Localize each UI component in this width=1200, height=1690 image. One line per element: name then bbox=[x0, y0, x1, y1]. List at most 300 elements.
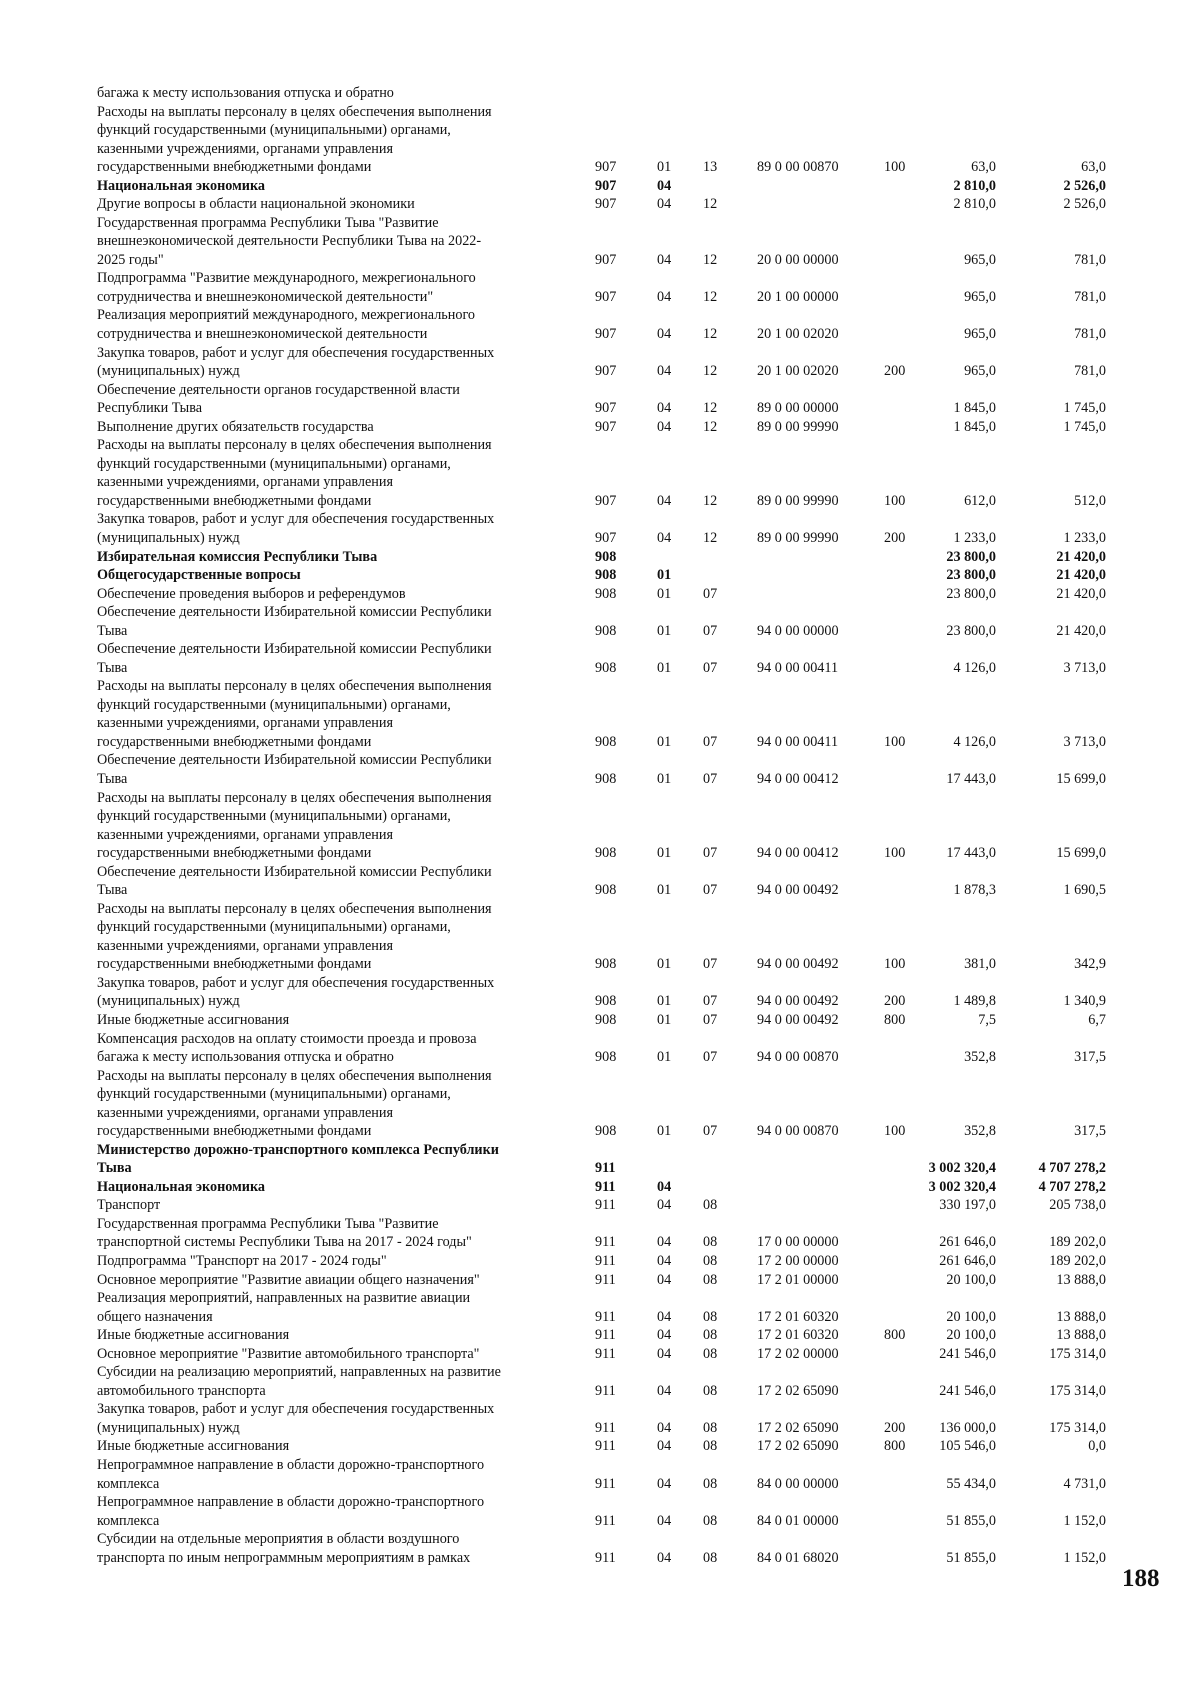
row-name: транспортной системы Республики Тыва на 2017 - 2024 годы" bbox=[97, 1234, 472, 1251]
ministry-code: 908 bbox=[595, 993, 617, 1010]
subsection-code: 08 bbox=[703, 1197, 718, 1214]
subsection-code: 12 bbox=[703, 196, 718, 213]
amount-year-2: 21 420,0 bbox=[1056, 548, 1106, 565]
target-article-code: 94 0 00 00492 bbox=[757, 993, 839, 1010]
target-article-code: 89 0 00 99990 bbox=[757, 492, 839, 509]
section-code: 04 bbox=[657, 400, 672, 417]
row-name: Закупка товаров, работ и услуг для обеспечения государственных bbox=[97, 1401, 495, 1418]
subsection-code: 08 bbox=[703, 1419, 718, 1436]
row-name: Тыва bbox=[97, 882, 128, 899]
row-name: 2025 годы" bbox=[97, 251, 164, 268]
target-article-code: 94 0 00 00870 bbox=[757, 1123, 839, 1140]
subsection-code: 12 bbox=[703, 251, 718, 268]
row-name: государственными внебюджетными фондами bbox=[97, 159, 372, 176]
amount-year-1: 965,0 bbox=[964, 288, 996, 305]
ministry-code: 908 bbox=[595, 567, 617, 584]
row-name: Расходы на выплаты персоналу в целях обеспечения выполнения bbox=[97, 678, 492, 695]
row-name: Расходы на выплаты персоналу в целях обеспечения выполнения bbox=[97, 1067, 492, 1084]
section-code: 04 bbox=[657, 1308, 672, 1325]
section-code: 04 bbox=[657, 492, 672, 509]
amount-year-1: 261 646,0 bbox=[939, 1234, 996, 1251]
ministry-code: 911 bbox=[595, 1382, 616, 1399]
subsection-code: 12 bbox=[703, 418, 718, 435]
ministry-code: 908 bbox=[595, 1012, 617, 1028]
row-name: Субсидии на реализацию мероприятий, направленных на развитие bbox=[97, 1364, 501, 1381]
row-name: казенными учреждениями, органами управления bbox=[97, 826, 394, 843]
ministry-code: 907 bbox=[595, 529, 617, 546]
section-code: 04 bbox=[657, 1438, 672, 1455]
amount-year-2: 2 526,0 bbox=[1063, 177, 1106, 194]
row-name: функций государственными (муниципальными) органами, bbox=[97, 122, 451, 139]
row-name: Подпрограмма "Развитие международного, межрегионального bbox=[97, 270, 476, 287]
row-name: Иные бюджетные ассигнования bbox=[97, 1012, 290, 1028]
amount-year-2: 13 888,0 bbox=[1056, 1308, 1106, 1325]
row-name: функций государственными (муниципальными) органами, bbox=[97, 919, 451, 936]
subsection-code: 07 bbox=[703, 733, 718, 750]
row-name: Тыва bbox=[97, 659, 128, 676]
row-name: (муниципальных) нужд bbox=[97, 529, 240, 546]
amount-year-2: 1 233,0 bbox=[1063, 529, 1106, 546]
row-name: сотрудничества и внешнеэкономической деятельности bbox=[97, 326, 428, 343]
target-article-code: 17 2 02 65090 bbox=[757, 1438, 839, 1455]
target-article-code: 89 0 00 00870 bbox=[757, 159, 839, 176]
row-name: Государственная программа Республики Тыва "Развитие bbox=[97, 1215, 439, 1232]
section-code: 04 bbox=[657, 1419, 672, 1436]
row-name: Другие вопросы в области национальной экономики bbox=[97, 196, 415, 213]
expense-type-code: 100 bbox=[884, 733, 906, 750]
amount-year-1: 241 546,0 bbox=[939, 1382, 996, 1399]
amount-year-1: 330 197,0 bbox=[939, 1197, 996, 1214]
ministry-code: 908 bbox=[595, 733, 617, 750]
amount-year-2: 512,0 bbox=[1074, 492, 1106, 509]
subsection-code: 08 bbox=[703, 1271, 718, 1288]
ministry-code: 908 bbox=[595, 585, 617, 602]
subsection-code: 07 bbox=[703, 956, 718, 973]
amount-year-2: 2 526,0 bbox=[1063, 196, 1106, 213]
target-article-code: 94 0 00 00870 bbox=[757, 1049, 839, 1066]
amount-year-2: 1 340,9 bbox=[1063, 993, 1106, 1010]
row-name: Закупка товаров, работ и услуг для обеспечения государственных bbox=[97, 344, 495, 361]
amount-year-2: 1 745,0 bbox=[1063, 418, 1106, 435]
ministry-code: 911 bbox=[595, 1512, 616, 1529]
section-code: 01 bbox=[657, 659, 672, 676]
amount-year-2: 15 699,0 bbox=[1056, 845, 1106, 862]
amount-year-1: 1 489,8 bbox=[953, 993, 996, 1010]
ministry-code: 911 bbox=[595, 1549, 616, 1566]
subsection-code: 08 bbox=[703, 1512, 718, 1529]
target-article-code: 20 1 00 00000 bbox=[757, 288, 839, 305]
target-article-code: 20 0 00 00000 bbox=[757, 251, 839, 268]
row-name: Национальная экономика bbox=[97, 1178, 266, 1195]
ministry-code: 907 bbox=[595, 251, 617, 268]
row-name: казенными учреждениями, органами управления bbox=[97, 474, 394, 491]
ministry-code: 908 bbox=[595, 882, 617, 899]
row-name: Тыва bbox=[97, 1160, 132, 1177]
ministry-code: 911 bbox=[595, 1197, 616, 1214]
row-name: Избирательная комиссия Республики Тыва bbox=[97, 548, 378, 565]
row-name: государственными внебюджетными фондами bbox=[97, 956, 372, 973]
amount-year-1: 20 100,0 bbox=[946, 1271, 996, 1288]
ministry-code: 907 bbox=[595, 177, 617, 194]
amount-year-2: 781,0 bbox=[1074, 251, 1106, 268]
row-name: общего назначения bbox=[97, 1308, 213, 1325]
ministry-code: 911 bbox=[595, 1178, 616, 1195]
target-article-code: 94 0 00 00411 bbox=[757, 659, 839, 676]
amount-year-1: 136 000,0 bbox=[939, 1419, 996, 1436]
section-code: 01 bbox=[657, 845, 672, 862]
ministry-code: 908 bbox=[595, 1049, 617, 1066]
expense-type-code: 200 bbox=[884, 1419, 906, 1436]
row-name: комплекса bbox=[97, 1475, 160, 1492]
row-name: Обеспечение проведения выборов и референдумов bbox=[97, 585, 406, 602]
amount-year-2: 175 314,0 bbox=[1049, 1345, 1106, 1362]
row-name: Обеспечение деятельности Избирательной комиссии Республики bbox=[97, 752, 492, 769]
ministry-code: 907 bbox=[595, 326, 617, 343]
target-article-code: 17 2 02 65090 bbox=[757, 1382, 839, 1399]
ministry-code: 908 bbox=[595, 845, 617, 862]
section-code: 04 bbox=[657, 1475, 672, 1492]
target-article-code: 17 0 00 00000 bbox=[757, 1234, 839, 1251]
subsection-code: 08 bbox=[703, 1234, 718, 1251]
amount-year-2: 13 888,0 bbox=[1056, 1271, 1106, 1288]
row-name: Выполнение других обязательств государства bbox=[97, 418, 374, 435]
amount-year-1: 965,0 bbox=[964, 326, 996, 343]
target-article-code: 17 2 01 60320 bbox=[757, 1308, 839, 1325]
section-code: 01 bbox=[657, 159, 672, 176]
amount-year-2: 21 420,0 bbox=[1056, 585, 1106, 602]
amount-year-2: 4 707 278,2 bbox=[1038, 1178, 1106, 1195]
amount-year-2: 4 731,0 bbox=[1063, 1475, 1106, 1492]
amount-year-2: 781,0 bbox=[1074, 363, 1106, 380]
row-name: функций государственными (муниципальными) органами, bbox=[97, 696, 451, 713]
row-name: Расходы на выплаты персоналу в целях обеспечения выполнения bbox=[97, 900, 492, 917]
row-name: Подпрограмма "Транспорт на 2017 - 2024 годы" bbox=[97, 1253, 387, 1270]
row-name: Основное мероприятие "Развитие автомобильного транспорта" bbox=[97, 1345, 480, 1362]
section-code: 01 bbox=[657, 1049, 672, 1066]
amount-year-1: 4 126,0 bbox=[953, 659, 996, 676]
target-article-code: 17 2 02 00000 bbox=[757, 1345, 839, 1362]
amount-year-2: 1 690,5 bbox=[1063, 882, 1106, 899]
section-code: 01 bbox=[657, 1123, 672, 1140]
ministry-code: 907 bbox=[595, 288, 617, 305]
subsection-code: 07 bbox=[703, 585, 718, 602]
section-code: 04 bbox=[657, 1253, 672, 1270]
section-code: 04 bbox=[657, 1327, 672, 1344]
subsection-code: 12 bbox=[703, 363, 718, 380]
target-article-code: 20 1 00 02020 bbox=[757, 363, 839, 380]
ministry-code: 908 bbox=[595, 659, 617, 676]
row-name: Иные бюджетные ассигнования bbox=[97, 1327, 290, 1344]
amount-year-2: 205 738,0 bbox=[1049, 1197, 1106, 1214]
ministry-code: 908 bbox=[595, 548, 617, 565]
amount-year-1: 55 434,0 bbox=[946, 1475, 996, 1492]
section-code: 04 bbox=[657, 1382, 672, 1399]
section-code: 01 bbox=[657, 585, 672, 602]
subsection-code: 12 bbox=[703, 529, 718, 546]
amount-year-1: 1 233,0 bbox=[953, 529, 996, 546]
row-name: государственными внебюджетными фондами bbox=[97, 845, 372, 862]
amount-year-1: 965,0 bbox=[964, 363, 996, 380]
row-name: Общегосударственные вопросы bbox=[97, 567, 301, 584]
subsection-code: 07 bbox=[703, 1123, 718, 1140]
row-name: Национальная экономика bbox=[97, 177, 266, 194]
section-code: 01 bbox=[657, 956, 672, 973]
amount-year-1: 23 800,0 bbox=[946, 567, 996, 584]
row-name: Обеспечение деятельности Избирательной комиссии Республики bbox=[97, 604, 492, 621]
row-name: Расходы на выплаты персоналу в целях обеспечения выполнения bbox=[97, 437, 492, 454]
amount-year-1: 4 126,0 bbox=[953, 733, 996, 750]
expense-type-code: 200 bbox=[884, 363, 906, 380]
row-name: Основное мероприятие "Развитие авиации общего назначения" bbox=[97, 1271, 480, 1288]
row-name: Тыва bbox=[97, 770, 128, 787]
expense-type-code: 100 bbox=[884, 159, 906, 176]
row-name: Обеспечение деятельности Избирательной комиссии Республики bbox=[97, 863, 492, 880]
section-code: 04 bbox=[657, 1345, 672, 1362]
amount-year-2: 21 420,0 bbox=[1056, 567, 1106, 584]
amount-year-1: 63,0 bbox=[971, 159, 996, 176]
subsection-code: 08 bbox=[703, 1475, 718, 1492]
section-code: 01 bbox=[657, 622, 672, 639]
amount-year-1: 261 646,0 bbox=[939, 1253, 996, 1270]
amount-year-2: 15 699,0 bbox=[1056, 770, 1106, 787]
subsection-code: 12 bbox=[703, 326, 718, 343]
expense-type-code: 200 bbox=[884, 993, 906, 1010]
amount-year-1: 23 800,0 bbox=[946, 548, 996, 565]
amount-year-1: 105 546,0 bbox=[939, 1438, 996, 1455]
subsection-code: 08 bbox=[703, 1308, 718, 1325]
ministry-code: 907 bbox=[595, 196, 617, 213]
amount-year-2: 21 420,0 bbox=[1056, 622, 1106, 639]
row-name: транспорта по иным непрограммным мероприятиям в рамках bbox=[97, 1549, 471, 1566]
row-name: Закупка товаров, работ и услуг для обеспечения государственных bbox=[97, 511, 495, 528]
subsection-code: 07 bbox=[703, 770, 718, 787]
ministry-code: 908 bbox=[595, 622, 617, 639]
section-code: 04 bbox=[657, 326, 672, 343]
amount-year-1: 3 002 320,4 bbox=[928, 1160, 996, 1177]
amount-year-1: 7,5 bbox=[978, 1012, 996, 1028]
section-code: 04 bbox=[657, 251, 672, 268]
amount-year-1: 20 100,0 bbox=[946, 1308, 996, 1325]
section-code: 01 bbox=[657, 567, 672, 584]
section-code: 04 bbox=[657, 288, 672, 305]
subsection-code: 08 bbox=[703, 1327, 718, 1344]
row-name: Обеспечение деятельности органов государственной власти bbox=[97, 381, 460, 398]
ministry-code: 908 bbox=[595, 956, 617, 973]
amount-year-2: 6,7 bbox=[1088, 1012, 1106, 1028]
target-article-code: 20 1 00 02020 bbox=[757, 326, 839, 343]
subsection-code: 07 bbox=[703, 993, 718, 1010]
expense-type-code: 800 bbox=[884, 1438, 906, 1455]
target-article-code: 17 2 01 00000 bbox=[757, 1271, 839, 1288]
ministry-code: 907 bbox=[595, 159, 617, 176]
target-article-code: 94 0 00 00000 bbox=[757, 622, 839, 639]
row-name: Компенсация расходов на оплату стоимости проезда и провоза bbox=[97, 1030, 477, 1047]
target-article-code: 89 0 00 99990 bbox=[757, 418, 839, 435]
row-name: Государственная программа Республики Тыва "Развитие bbox=[97, 214, 439, 231]
subsection-code: 08 bbox=[703, 1549, 718, 1566]
amount-year-2: 4 707 278,2 bbox=[1038, 1160, 1106, 1177]
amount-year-2: 3 713,0 bbox=[1063, 659, 1106, 676]
section-code: 04 bbox=[657, 1512, 672, 1529]
row-name: казенными учреждениями, органами управления bbox=[97, 937, 394, 954]
ministry-code: 907 bbox=[595, 400, 617, 417]
subsection-code: 07 bbox=[703, 845, 718, 862]
row-name: Непрограммное направление в области дорожно-транспортного bbox=[97, 1456, 485, 1473]
row-name: функций государственными (муниципальными) органами, bbox=[97, 455, 451, 472]
amount-year-2: 0,0 bbox=[1088, 1438, 1106, 1455]
amount-year-2: 317,5 bbox=[1074, 1123, 1106, 1140]
expense-type-code: 100 bbox=[884, 956, 906, 973]
row-name: Министерство дорожно-транспортного комплекса Республики bbox=[97, 1141, 499, 1158]
subsection-code: 08 bbox=[703, 1253, 718, 1270]
amount-year-1: 1 845,0 bbox=[953, 418, 996, 435]
target-article-code: 94 0 00 00412 bbox=[757, 770, 839, 787]
row-name: (муниципальных) нужд bbox=[97, 993, 240, 1010]
target-article-code: 84 0 01 00000 bbox=[757, 1512, 839, 1529]
ministry-code: 911 bbox=[595, 1253, 616, 1270]
amount-year-2: 189 202,0 bbox=[1049, 1234, 1106, 1251]
ministry-code: 908 bbox=[595, 770, 617, 787]
section-code: 04 bbox=[657, 177, 672, 194]
row-name: внешнеэкономической деятельности Республики Тыва на 2022- bbox=[97, 233, 482, 250]
row-name: комплекса bbox=[97, 1512, 160, 1529]
amount-year-1: 352,8 bbox=[964, 1123, 996, 1140]
amount-year-1: 352,8 bbox=[964, 1049, 996, 1066]
row-name: Республики Тыва bbox=[97, 400, 203, 417]
row-name: государственными внебюджетными фондами bbox=[97, 492, 372, 509]
section-code: 04 bbox=[657, 1178, 672, 1195]
amount-year-1: 2 810,0 bbox=[953, 196, 996, 213]
ministry-code: 911 bbox=[595, 1345, 616, 1362]
subsection-code: 07 bbox=[703, 622, 718, 639]
amount-year-2: 13 888,0 bbox=[1056, 1327, 1106, 1344]
amount-year-2: 342,9 bbox=[1074, 956, 1106, 973]
section-code: 01 bbox=[657, 1012, 672, 1028]
amount-year-1: 17 443,0 bbox=[946, 770, 996, 787]
ministry-code: 911 bbox=[595, 1327, 616, 1344]
amount-year-2: 781,0 bbox=[1074, 288, 1106, 305]
amount-year-2: 175 314,0 bbox=[1049, 1382, 1106, 1399]
section-code: 01 bbox=[657, 770, 672, 787]
section-code: 04 bbox=[657, 1197, 672, 1214]
row-name: Расходы на выплаты персоналу в целях обеспечения выполнения bbox=[97, 789, 492, 806]
subsection-code: 12 bbox=[703, 288, 718, 305]
row-name: Реализация мероприятий международного, межрегионального bbox=[97, 307, 476, 324]
section-code: 04 bbox=[657, 1271, 672, 1288]
row-name: Реализация мероприятий, направленных на развитие авиации bbox=[97, 1290, 471, 1307]
section-code: 04 bbox=[657, 529, 672, 546]
subsection-code: 08 bbox=[703, 1345, 718, 1362]
subsection-code: 07 bbox=[703, 659, 718, 676]
amount-year-2: 1 152,0 bbox=[1063, 1512, 1106, 1529]
ministry-code: 908 bbox=[595, 1123, 617, 1140]
amount-year-1: 612,0 bbox=[964, 492, 996, 509]
amount-year-2: 175 314,0 bbox=[1049, 1419, 1106, 1436]
amount-year-2: 1 152,0 bbox=[1063, 1549, 1106, 1566]
amount-year-1: 241 546,0 bbox=[939, 1345, 996, 1362]
row-name: Закупка товаров, работ и услуг для обеспечения государственных bbox=[97, 974, 495, 991]
expense-type-code: 100 bbox=[884, 492, 906, 509]
target-article-code: 89 0 00 99990 bbox=[757, 529, 839, 546]
ministry-code: 911 bbox=[595, 1160, 616, 1177]
subsection-code: 12 bbox=[703, 400, 718, 417]
row-name: казенными учреждениями, органами управления bbox=[97, 140, 394, 157]
row-name: государственными внебюджетными фондами bbox=[97, 1123, 372, 1140]
subsection-code: 13 bbox=[703, 159, 718, 176]
ministry-code: 911 bbox=[595, 1308, 616, 1325]
subsection-code: 08 bbox=[703, 1438, 718, 1455]
amount-year-1: 1 878,3 bbox=[953, 882, 996, 899]
ministry-code: 907 bbox=[595, 363, 617, 380]
page-number: 188 bbox=[1122, 1565, 1160, 1592]
row-name: Иные бюджетные ассигнования bbox=[97, 1438, 290, 1455]
row-name: (муниципальных) нужд bbox=[97, 1419, 240, 1436]
amount-year-1: 381,0 bbox=[964, 956, 996, 973]
ministry-code: 907 bbox=[595, 492, 617, 509]
subsection-code: 07 bbox=[703, 1012, 718, 1028]
subsection-code: 12 bbox=[703, 492, 718, 509]
expense-type-code: 800 bbox=[884, 1012, 906, 1028]
amount-year-1: 51 855,0 bbox=[946, 1512, 996, 1529]
amount-year-1: 965,0 bbox=[964, 251, 996, 268]
target-article-code: 89 0 00 00000 bbox=[757, 400, 839, 417]
target-article-code: 17 2 02 65090 bbox=[757, 1419, 839, 1436]
target-article-code: 94 0 00 00411 bbox=[757, 733, 839, 750]
amount-year-2: 189 202,0 bbox=[1049, 1253, 1106, 1270]
subsection-code: 08 bbox=[703, 1382, 718, 1399]
amount-year-2: 1 745,0 bbox=[1063, 400, 1106, 417]
target-article-code: 94 0 00 00412 bbox=[757, 845, 839, 862]
expense-type-code: 200 bbox=[884, 529, 906, 546]
target-article-code: 84 0 00 00000 bbox=[757, 1475, 839, 1492]
ministry-code: 907 bbox=[595, 418, 617, 435]
target-article-code: 94 0 00 00492 bbox=[757, 1012, 839, 1028]
section-code: 01 bbox=[657, 993, 672, 1010]
row-name: Расходы на выплаты персоналу в целях обеспечения выполнения bbox=[97, 103, 492, 120]
expense-type-code: 100 bbox=[884, 845, 906, 862]
target-article-code: 17 2 00 00000 bbox=[757, 1253, 839, 1270]
amount-year-1: 23 800,0 bbox=[946, 585, 996, 602]
section-code: 04 bbox=[657, 418, 672, 435]
row-name: казенными учреждениями, органами управления bbox=[97, 715, 394, 732]
row-name: Субсидии на отдельные мероприятия в области воздушного bbox=[97, 1531, 460, 1548]
row-name: функций государственными (муниципальными) органами, bbox=[97, 1086, 451, 1103]
amount-year-1: 1 845,0 bbox=[953, 400, 996, 417]
section-code: 04 bbox=[657, 363, 672, 380]
expense-type-code: 100 bbox=[884, 1123, 906, 1140]
amount-year-2: 63,0 bbox=[1081, 159, 1106, 176]
amount-year-1: 2 810,0 bbox=[953, 177, 996, 194]
row-name: Транспорт bbox=[97, 1197, 161, 1214]
amount-year-1: 51 855,0 bbox=[946, 1549, 996, 1566]
row-name: сотрудничества и внешнеэкономической деятельности" bbox=[97, 288, 434, 305]
row-name: Непрограммное направление в области дорожно-транспортного bbox=[97, 1494, 485, 1511]
target-article-code: 84 0 01 68020 bbox=[757, 1549, 839, 1566]
target-article-code: 17 2 01 60320 bbox=[757, 1327, 839, 1344]
row-name: багажа к месту использования отпуска и обратно bbox=[97, 85, 394, 101]
ministry-code: 911 bbox=[595, 1419, 616, 1436]
subsection-code: 07 bbox=[703, 1049, 718, 1066]
ministry-code: 911 bbox=[595, 1475, 616, 1492]
amount-year-2: 317,5 bbox=[1074, 1049, 1106, 1066]
row-name: багажа к месту использования отпуска и обратно bbox=[97, 1049, 394, 1066]
section-code: 01 bbox=[657, 733, 672, 750]
row-name: государственными внебюджетными фондами bbox=[97, 733, 372, 750]
row-name: (муниципальных) нужд bbox=[97, 363, 240, 380]
section-code: 01 bbox=[657, 882, 672, 899]
expense-type-code: 800 bbox=[884, 1327, 906, 1344]
section-code: 04 bbox=[657, 1549, 672, 1566]
